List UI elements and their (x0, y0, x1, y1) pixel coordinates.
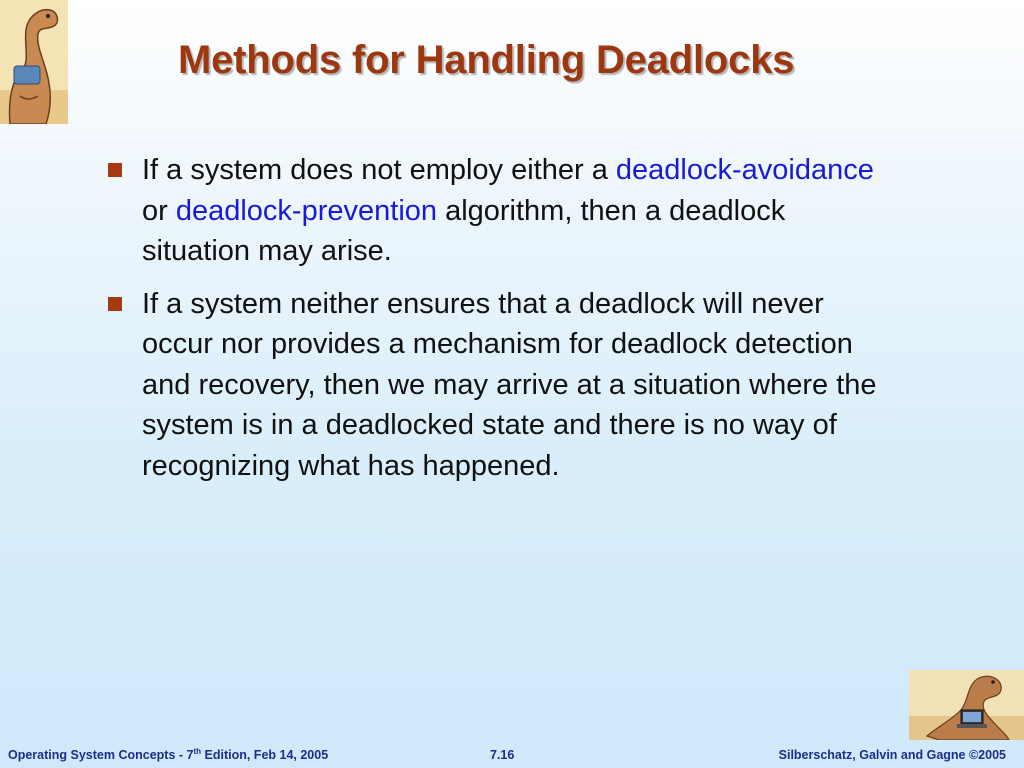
bullet-list (108, 150, 898, 498)
footer-course-info (8, 747, 328, 762)
footer-text: Edition, Feb 14, 2005 (201, 748, 329, 762)
slide-title: Methods for Handling Deadlocks (178, 38, 795, 82)
bullet-text-segment: If a system does not employ either a (142, 154, 616, 186)
bullet-square-icon (108, 297, 122, 311)
bullet-item (108, 284, 898, 487)
dinosaur-logo-icon (0, 0, 68, 124)
page-number: 7.16 (490, 748, 515, 762)
footer-text: Operating System Concepts - 7 (8, 748, 194, 762)
bullet-text (142, 150, 898, 272)
highlighted-term: deadlock-avoidance (615, 154, 874, 186)
footer-superscript: th (193, 746, 202, 756)
bullet-square-icon (108, 163, 122, 177)
dinosaur-laptop-logo-icon (909, 670, 1024, 740)
bullet-text-segment: If a system neither ensures that a deadlock will never occur nor provides a mechanism for deadlock detection and recovery, then we may arrive at a situation where the system is in a deadlocked state and there is no way of recognizing what has happened. (142, 287, 877, 482)
footer-copyright: Silberschatz, Galvin and Gagne ©2005 (778, 748, 1006, 762)
bullet-text-segment: or (142, 194, 176, 227)
bullet-text (142, 284, 898, 487)
bullet-item (108, 150, 898, 272)
bullet-text-segment: algorithm, then a deadlock situation may arise. (142, 194, 786, 267)
highlighted-term: deadlock-prevention (175, 194, 438, 227)
